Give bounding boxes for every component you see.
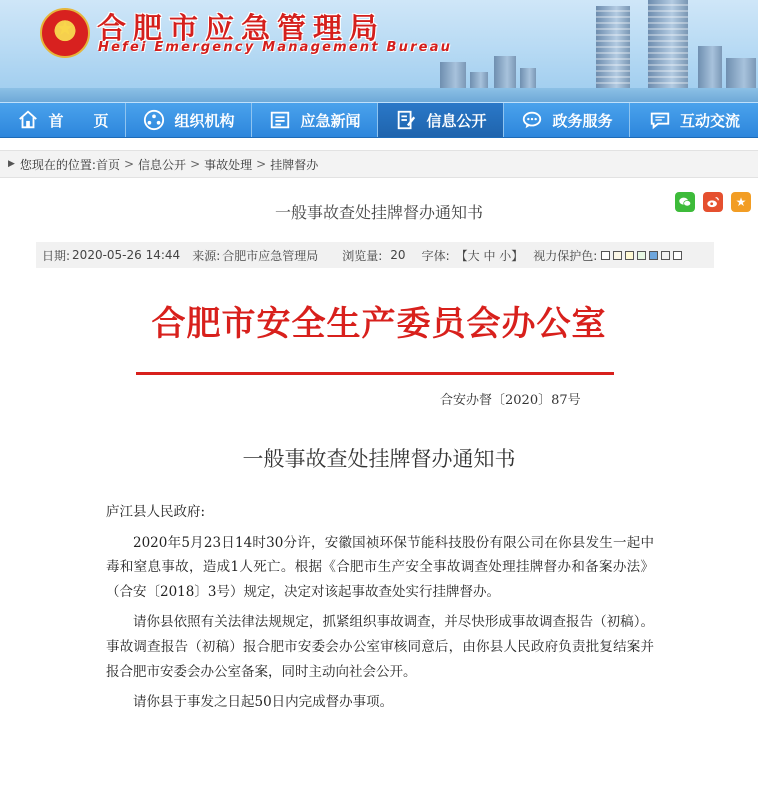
breadcrumb-item-supervision[interactable]: 挂牌督办 [270, 157, 319, 172]
site-title-english: Hefei Emergency Management Bureau [98, 40, 453, 55]
article-meta [36, 242, 714, 268]
breadcrumb-prefix: 您现在的位置: [19, 157, 96, 172]
breadcrumb-separator: > [123, 157, 135, 171]
breadcrumb-item-accident-handling[interactable]: 事故处理 [204, 157, 253, 172]
document-paragraph: 请你县于事发之日起50日内完成督办事项。 [133, 694, 394, 711]
breadcrumb-separator: > [256, 157, 267, 171]
breadcrumb-item-home[interactable]: 首页 [95, 157, 120, 172]
breadcrumb-item-info-disclosure[interactable]: 信息公开 [138, 157, 187, 172]
nav-item-news[interactable] [252, 103, 378, 137]
document-salutation: 庐江县人民政府: [106, 504, 206, 520]
document-edit-icon [394, 108, 418, 132]
city-skyline-banner [430, 0, 758, 102]
document-paragraph: 请你县依照有关法律法规规定，抓紧组织事故调查，并尽快形成事故调查报告（初稿）。事故调查报告（初稿）报合肥市安委会办公室审核同意后，由你县人民政府负责批复结案并报合肥市安委会办公室备案，同时主动向社会公开。 [106, 614, 654, 680]
date-value: 2020-05-26 14:44 [72, 248, 181, 262]
document-body [106, 500, 654, 715]
org-structure-icon [142, 108, 166, 132]
nav-label: 信息公开 [426, 111, 487, 130]
nav-item-info-disclosure[interactable] [378, 103, 504, 137]
weibo-icon[interactable] [703, 192, 723, 212]
home-icon [16, 108, 40, 132]
views-label: 浏览量: [342, 248, 383, 263]
breadcrumb-arrow-icon: ▶ [8, 159, 15, 169]
vision-color-swatches[interactable] [601, 248, 685, 262]
font-size-options[interactable]: 【大 中 小】 [455, 248, 524, 263]
nav-item-interaction[interactable] [630, 103, 758, 137]
favorite-star-icon[interactable]: ★ [731, 192, 751, 212]
vision-color-swatch[interactable] [625, 251, 634, 260]
source-label: 来源: [192, 248, 221, 263]
vision-color-swatch[interactable] [661, 251, 670, 260]
vision-color-swatch[interactable] [673, 251, 682, 260]
source-value: 合肥市应急管理局 [222, 248, 319, 263]
nav-item-government-services[interactable] [504, 103, 630, 137]
comment-icon [648, 108, 672, 132]
site-title: 合肥市应急管理局 [97, 11, 386, 45]
news-icon [268, 108, 292, 132]
lake-water [0, 88, 758, 102]
nav-label: 应急新闻 [300, 111, 361, 130]
font-size-label: 字体: [421, 248, 450, 263]
nav-item-home[interactable] [0, 103, 126, 137]
red-divider-line [136, 372, 614, 375]
nav-label: 政务服务 [552, 111, 613, 130]
document-issuer-heading: 合肥市安全生产委员会办公室 [151, 304, 607, 344]
nav-item-organization[interactable] [126, 103, 252, 137]
document-number: 合安办督〔2020〕87号 [440, 393, 581, 408]
views-count: 20 [390, 248, 406, 262]
date-label: 日期: [42, 248, 71, 263]
chat-bubble-icon [520, 108, 544, 132]
breadcrumb-separator: > [190, 157, 201, 171]
document-paragraph: 2020年5月23日14时30分许，安徽国祯环保节能科技股份有限公司在你县发生一起中毒和窒息事故，造成1人死亡。根据《合肥市生产安全事故调查处理挂牌督办和备案办法》（合安〔2018〕3号）规定，决定对该起事故查处实行挂牌督办。 [106, 534, 654, 600]
article-title: 一般事故查处挂牌督办通知书 [274, 203, 483, 222]
vision-color-swatch[interactable] [637, 251, 646, 260]
national-emblem-icon [40, 8, 90, 58]
main-navigation [0, 102, 758, 138]
document-title: 一般事故查处挂牌督办通知书 [242, 447, 516, 471]
vision-color-swatch[interactable] [601, 251, 610, 260]
nav-label: 互动交流 [679, 111, 740, 130]
wechat-icon[interactable] [675, 192, 695, 212]
breadcrumb [0, 150, 758, 178]
site-header [0, 0, 758, 102]
nav-label: 组织机构 [174, 111, 235, 130]
nav-label: 首 页 [48, 111, 109, 130]
vision-protection-label: 视力保护色: [533, 248, 598, 263]
vision-color-swatch[interactable] [649, 251, 658, 260]
vision-color-swatch[interactable] [613, 251, 622, 260]
